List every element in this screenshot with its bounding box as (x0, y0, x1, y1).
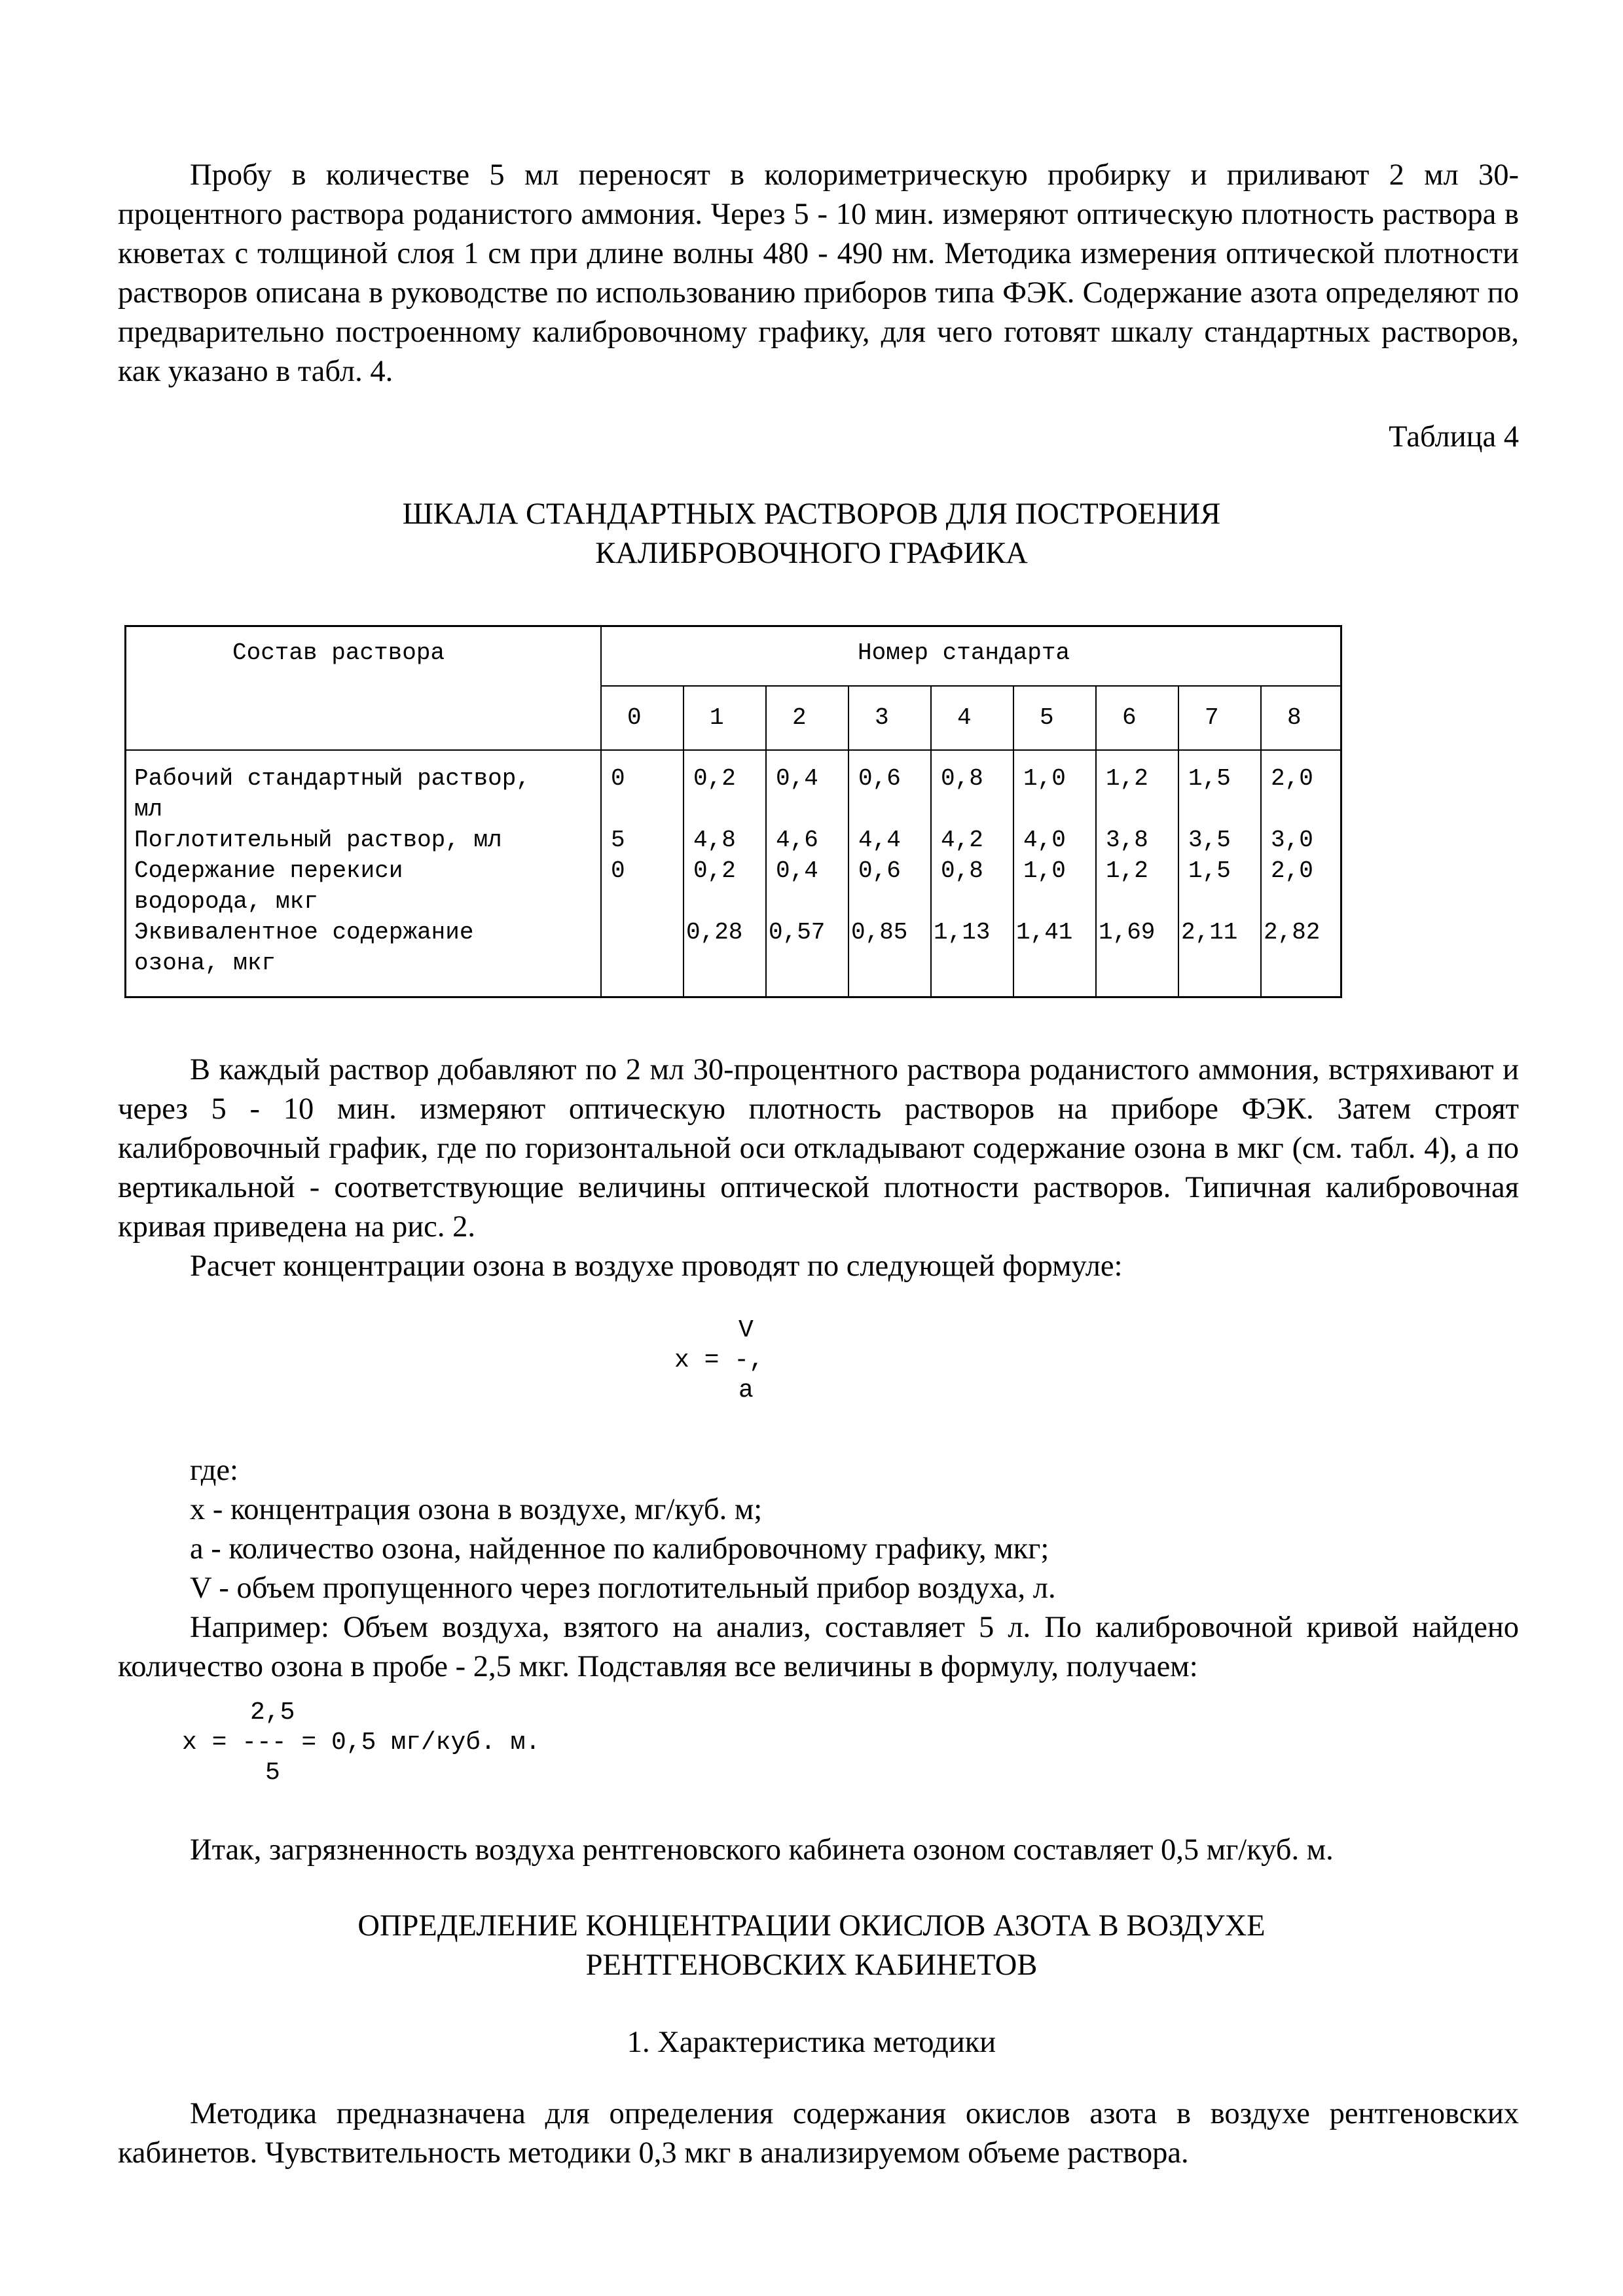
row-label: озона, мкг (134, 950, 276, 977)
table-cell: 0,4 (776, 765, 818, 792)
table-cell: 4,0 (1023, 827, 1066, 853)
table-cell: 4,4 (858, 827, 901, 853)
table-cell: 2,82 (1264, 919, 1321, 946)
table-label: Таблица 4 (1389, 420, 1519, 454)
formula-1-denominator: a (739, 1376, 754, 1405)
table-divider (848, 685, 849, 998)
table-divider (1178, 685, 1179, 998)
table-cell: 0,8 (941, 857, 983, 884)
section-title-line-1: ОПРЕДЕЛЕНИЕ КОНЦЕНТРАЦИИ ОКИСЛОВ АЗОТА В ВОЗДУХЕ (357, 1909, 1266, 1943)
definition-v: V - объем пропущенного через поглотительный прибор воздуха, л. (190, 1571, 1056, 1605)
paragraph-formula-intro: Расчет концентрации озона в воздухе проводят по следующей формуле: (190, 1249, 1123, 1283)
paragraph-calibration: В каждый раствор добавляют по 2 мл 30-процентного раствора роданистого аммония, встряхивают и через 5 - 10 мин. измеряют оптическую плотность растворов на приборе ФЭК. Затем строят калибровочный график, где по горизонтальной оси откладывают содержание озона в мкг (см. табл. 4), а по вертикальной - соответствующие величины оптической плотности растворов. Типичная калибровочная кривая приведена на рис. 2. (118, 1053, 1519, 1244)
formula-1-main: x = -, (674, 1346, 764, 1374)
table-divider (765, 685, 767, 998)
standard-number: 6 (1122, 704, 1137, 731)
table-title-line-2: КАЛИБРОВОЧНОГО ГРАФИКА (595, 537, 1028, 570)
row-label: Эквивалентное содержание (134, 919, 474, 946)
paragraph-conclusion: Итак, загрязненность воздуха рентгеновского кабинета озоном составляет 0,5 мг/куб. м. (190, 1833, 1334, 1867)
table-cell: 4,2 (941, 827, 983, 853)
table-cell: 2,0 (1271, 765, 1313, 792)
standard-number: 1 (710, 704, 724, 731)
table-cell: 1,13 (934, 919, 991, 946)
table-cell: 0,6 (858, 765, 901, 792)
table-cell: 0 (611, 857, 625, 884)
table-divider (1260, 685, 1262, 998)
table-cell: 2,0 (1271, 857, 1313, 884)
table-cell: 0,4 (776, 857, 818, 884)
table-cell: 4,6 (776, 827, 818, 853)
definition-a: a - количество озона, найденное по калибровочному графику, мкг; (190, 1532, 1049, 1566)
subsection-title: 1. Характеристика методики (627, 2026, 996, 2059)
table-cell: 1,0 (1023, 857, 1066, 884)
table-divider (683, 685, 684, 998)
table-divider (930, 685, 932, 998)
table-cell: 1,2 (1106, 765, 1148, 792)
standard-number: 5 (1040, 704, 1054, 731)
table-cell: 1,0 (1023, 765, 1066, 792)
row-label: водорода, мкг (134, 888, 318, 915)
table-cell: 3,5 (1188, 827, 1231, 853)
table-divider (1095, 685, 1097, 998)
table-cell: 0,2 (693, 765, 736, 792)
table-cell: 1,5 (1188, 857, 1231, 884)
paragraph-example: Например: Объем воздуха, взятого на анализ, составляет 5 л. По калибровочной кривой найдено количество озона в пробе - 2,5 мкг. Подставляя все величины в формулу, получаем: (118, 1611, 1519, 1683)
formula-2-numerator: 2,5 (250, 1698, 295, 1727)
table-divider (600, 685, 1342, 687)
header-composition: Состав раствора (232, 639, 445, 666)
table-cell: 4,8 (693, 827, 736, 853)
definition-x: x - концентрация озона в воздухе, мг/куб. м; (190, 1493, 763, 1526)
row-label: Поглотительный раствор, мл (134, 827, 502, 853)
section-title-line-2: РЕНТГЕНОВСКИХ КАБИНЕТОВ (585, 1948, 1038, 1982)
row-label: мл (134, 796, 163, 823)
table-cell: 0,57 (769, 919, 826, 946)
paragraph-method-description: Методика предназначена для определения содержания окислов азота в воздухе рентгеновских кабинетов. Чувствительность методики 0,3 мкг в анализируемом объеме раствора. (118, 2097, 1519, 2170)
table-cell: 1,69 (1099, 919, 1156, 946)
formula-2-main: x = --- = 0,5 мг/куб. м. (182, 1729, 541, 1757)
paragraph-sample-procedure: Пробу в количестве 5 мл переносят в колориметрическую пробирку и приливают 2 мл 30-процентного раствора роданистого аммония. Через 5 - 10 мин. измеряют оптическую плотность раствора в кюветах с толщиной слоя 1 см при длине волны 480 - 490 нм. Методика измерения оптической плотности растворов описана в руководстве по использованию приборов типа ФЭК. Содержание азота определяют по предварительно построенному калибровочному графику, для чего готовят шкалу стандартных растворов, как указано в табл. 4. (118, 158, 1519, 388)
table-cell: 1,5 (1188, 765, 1231, 792)
table-cell: 1,41 (1016, 919, 1073, 946)
table-cell: 2,11 (1181, 919, 1238, 946)
table-title-line-1: ШКАЛА СТАНДАРТНЫХ РАСТВОРОВ ДЛЯ ПОСТРОЕНИЯ (402, 497, 1221, 531)
row-label: Содержание перекиси (134, 857, 403, 884)
standard-number: 3 (875, 704, 889, 731)
standard-number: 7 (1205, 704, 1219, 731)
table-cell: 0,8 (941, 765, 983, 792)
standard-number: 8 (1287, 704, 1302, 731)
table-divider (124, 749, 1342, 751)
standard-number: 2 (792, 704, 807, 731)
table-cell: 0,28 (686, 919, 743, 946)
table-divider (600, 625, 602, 998)
table-cell: 3,0 (1271, 827, 1313, 853)
where-label: где: (190, 1454, 238, 1487)
table-cell: 0,2 (693, 857, 736, 884)
standard-number: 0 (627, 704, 642, 731)
formula-1-numerator: V (739, 1316, 754, 1344)
table-cell: 5 (611, 827, 625, 853)
header-standard-number: Номер стандарта (858, 639, 1070, 666)
row-label: Рабочий стандартный раствор, (134, 765, 530, 792)
formula-2-denominator: 5 (265, 1759, 280, 1787)
table-cell: 0 (611, 765, 625, 792)
table-cell: 3,8 (1106, 827, 1148, 853)
table-cell: 1,2 (1106, 857, 1148, 884)
table-cell: 0,6 (858, 857, 901, 884)
table-cell: 0,85 (851, 919, 908, 946)
table-divider (1013, 685, 1014, 998)
standard-number: 4 (957, 704, 972, 731)
